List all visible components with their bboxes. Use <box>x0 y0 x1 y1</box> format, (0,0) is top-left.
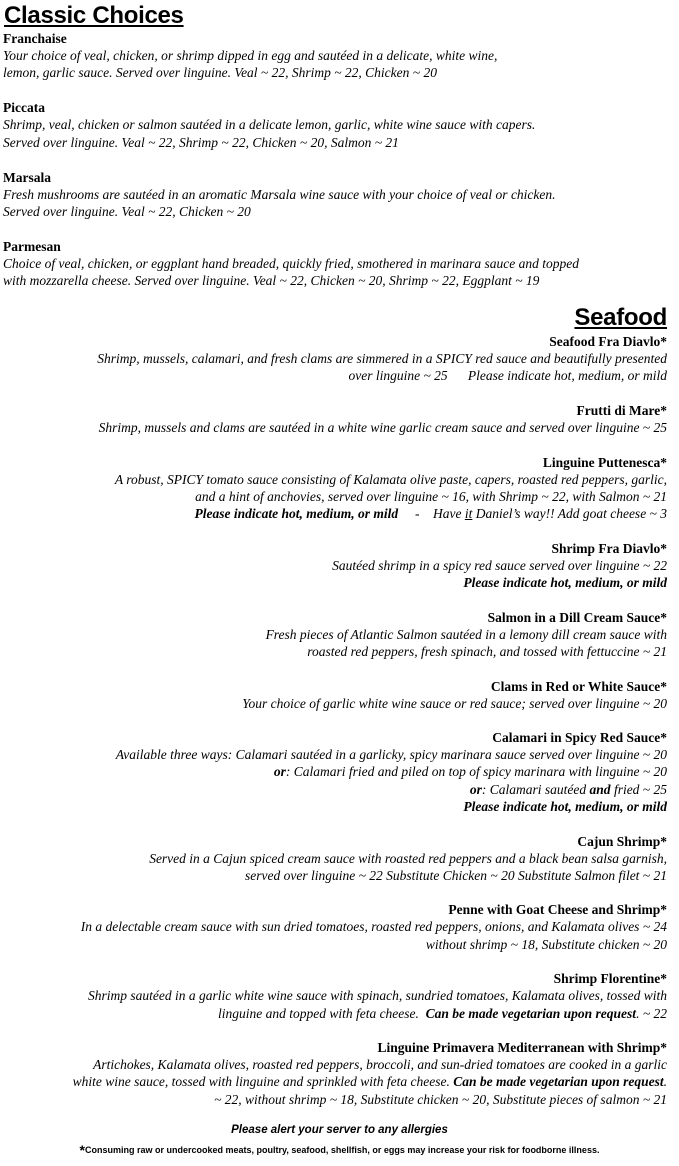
item-name: Penne with Goat Cheese and Shrimp* <box>448 902 667 918</box>
classic-choices-title: Classic Choices <box>4 2 184 29</box>
item-description: Your choice of veal, chicken, or shrimp dipped in egg and sautéed in a delicate, white wine, lemon, garlic sauce. Served over linguine. Veal ~ 22, Shrimp ~ 22, Chicken ~ 20 <box>3 48 498 81</box>
menu-item-shrimp-fra-diavlo <box>0 540 667 591</box>
item-description: Served in a Cajun spiced cream sauce with roasted red peppers and a black bean salsa garnish, served over linguine ~ 22 Substitute Chicken ~ 20 Substitute Salmon filet ~ 21 <box>149 850 667 883</box>
consumption-warning: *Consuming raw or undercooked meats, poultry, seafood, shellfish, or eggs may increase your risk for foodborne illness. <box>79 1142 600 1158</box>
item-description: Shrimp sautéed in a garlic white wine sauce with spinach, sundried tomatoes, Kalamata olives, tossed with linguine and topped with feta cheese. Can be made vegetarian upon request. ~ 22 <box>88 988 667 1021</box>
item-description: Shrimp, veal, chicken or salmon sautéed in a delicate lemon, garlic, white wine sauce with capers. Served over linguine. Veal ~ 22, Shrimp ~ 22, Chicken ~ 20, Salmon ~ 21 <box>3 117 536 150</box>
menu-item-salmon-dill-cream <box>0 609 667 660</box>
item-description: Your choice of garlic white wine sauce or red sauce; served over linguine ~ 20 <box>242 695 667 711</box>
item-description: Sautéed shrimp in a spicy red sauce served over linguine ~ 22 Please indicate hot, medium, or mild <box>332 557 667 590</box>
item-name: Frutti di Mare* <box>576 402 667 418</box>
item-name: Shrimp Fra Diavlo* <box>551 540 667 556</box>
item-description: In a delectable cream sauce with sun dried tomatoes, roasted red peppers, onions, and Kalamata olives ~ 24 without shrimp ~ 18, Substitute chicken ~ 20 <box>80 919 667 952</box>
menu-item-shrimp-florentine <box>0 970 667 1021</box>
item-name: Marsala <box>3 169 51 185</box>
item-description: A robust, SPICY tomato sauce consisting of Kalamata olive paste, capers, roasted red peppers, garlic, and a hint of anchovies, served over linguine ~ 16, with Shrimp ~ 22, with Salmon ~ 21 Please indicate hot, medium, or mild - Have it Daniel’s way!! Add goat cheese ~ 3 <box>114 471 667 522</box>
item-name: Cajun Shrimp* <box>577 833 667 849</box>
classic-choices-section <box>3 2 673 308</box>
menu-item-frutti-di-mare <box>0 402 667 436</box>
menu-item-linguine-puttenesca <box>0 454 667 523</box>
menu-item-calamari-spicy-red <box>0 729 667 815</box>
item-name: Seafood Fra Diavlo* <box>549 334 667 349</box>
item-description: Fresh mushrooms are sautéed in an aromatic Marsala wine sauce with your choice of veal or chicken. Served over linguine. Veal ~ 22, Chicken ~ 20 <box>3 186 556 220</box>
menu-item-linguine-primavera <box>0 1039 667 1108</box>
menu-item-parmesan <box>3 238 673 289</box>
item-name: Salmon in a Dill Cream Sauce* <box>487 609 667 625</box>
item-name: Clams in Red or White Sauce* <box>490 678 667 694</box>
item-description: Artichokes, Kalamata olives, roasted red peppers, broccoli, and sun-dried tomatoes are cooked in a garlic white wine sauce, tossed with linguine and sprinkled with feta cheese. Can be made vegetarian upon request. ~ 22, without shrimp ~ 18, Substitute chicken ~ 20, Substitute pieces of salmon ~ 21 <box>72 1057 667 1107</box>
item-name: Linguine Primavera Mediterranean with Shrimp* <box>377 1040 667 1056</box>
item-description: Shrimp, mussels, calamari, and fresh clams are simmered in a SPICY red sauce and beautifully presented over linguine ~ 25 Please indicate hot, medium, or mild <box>97 351 667 384</box>
item-name: Linguine Puttenesca* <box>542 454 667 470</box>
item-name: Parmesan <box>3 239 61 255</box>
item-name: Shrimp Florentine* <box>553 971 667 987</box>
item-description: Available three ways: Calamari sautéed in a garlicky, spicy marinara sauce served over linguine ~ 20 or: Calamari fried and piled on top of spicy marinara with linguine ~ 20 or: Calamari sautéed and fried ~ 25 Please indicate hot, medium, or mild <box>115 747 667 814</box>
item-description: Shrimp, mussels and clams are sautéed in a white wine garlic cream sauce and served over linguine ~ 25 <box>98 419 667 435</box>
menu-item-clams-red-or-white <box>0 678 667 712</box>
seafood-title: Seafood <box>574 304 667 331</box>
menu-item-marsala <box>3 169 673 220</box>
seafood-section <box>0 304 667 1125</box>
allergy-notice: Please alert your server to any allergies <box>231 1124 448 1136</box>
item-name: Franchaise <box>3 31 67 46</box>
item-description: Fresh pieces of Atlantic Salmon sautéed in a lemony dill cream sauce with roasted red peppers, fresh spinach, and tossed with fettuccine ~ 21 <box>265 626 667 659</box>
item-name: Calamari in Spicy Red Sauce* <box>492 730 667 746</box>
item-description: Choice of veal, chicken, or eggplant hand breaded, quickly fried, smothered in marinara sauce and topped with mozzarella cheese. Served over linguine. Veal ~ 22, Chicken ~ 20, Shrimp ~ 22, Eggplant ~ 19 <box>3 256 580 289</box>
menu-item-cajun-shrimp <box>0 833 667 884</box>
asterisk: * <box>79 1142 85 1158</box>
menu-item-piccata <box>3 99 673 150</box>
item-name: Piccata <box>3 100 45 116</box>
menu-item-seafood-fra-diavlo <box>0 333 667 384</box>
menu-item-penne-goat-cheese-shrimp <box>0 901 667 952</box>
menu-item-franchaise <box>3 30 673 81</box>
